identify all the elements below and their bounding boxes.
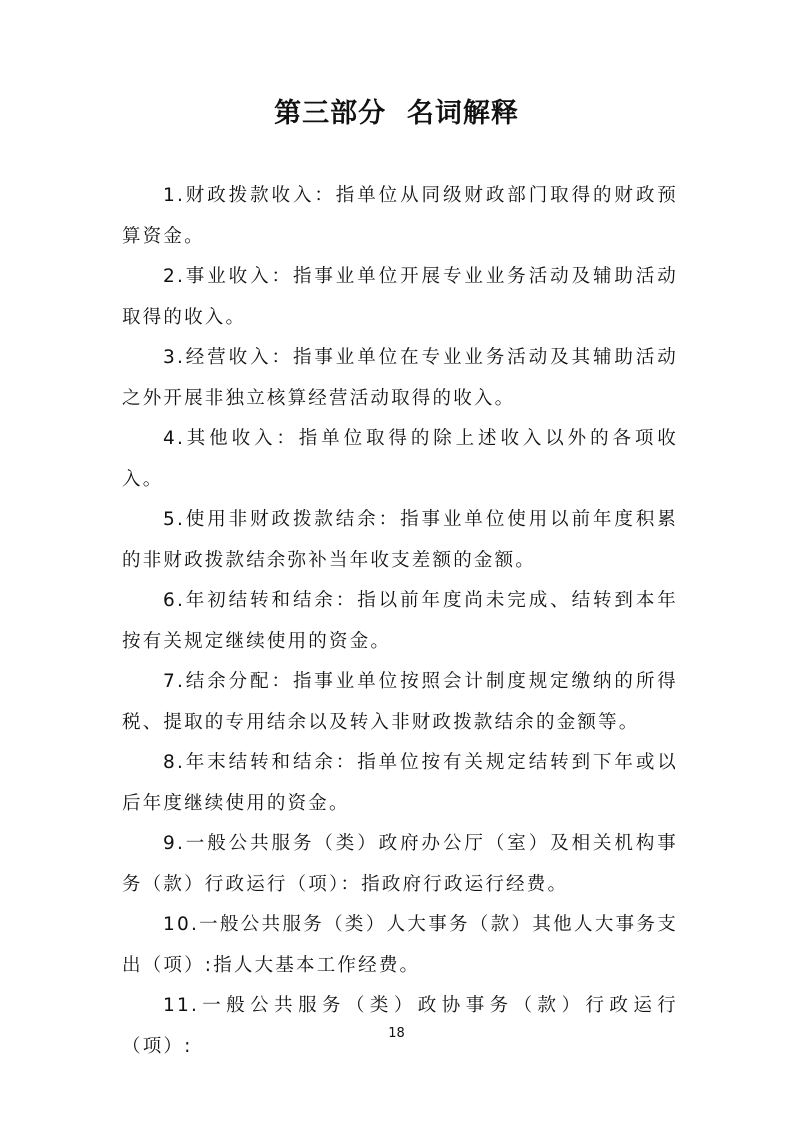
glossary-item: 8.年末结转和结余：指单位按有关规定结转到下年或以后年度继续使用的资金。 — [122, 752, 678, 814]
glossary-item: 2.事业收入：指事业单位开展专业业务活动及辅助活动取得的收入。 — [122, 266, 678, 328]
glossary-item: 10.一般公共服务（类）人大事务（款）其他人大事务支出（项）:指人大基本工作经费。 — [122, 914, 678, 976]
glossary-item: 3.经营收入：指事业单位在专业业务活动及其辅助活动之外开展非独立核算经营活动取得的收入。 — [122, 347, 678, 409]
glossary-item: 4.其他收入：指单位取得的除上述收入以外的各项收入。 — [122, 428, 678, 490]
glossary-item: 5.使用非财政拨款结余：指事业单位使用以前年度积累的非财政拨款结余弥补当年收支差额的金额。 — [122, 509, 678, 571]
glossary-item: 7.结余分配：指事业单位按照会计制度规定缴纳的所得税、提取的专用结余以及转入非财政拨款结余的金额等。 — [122, 671, 678, 733]
page-number: 18 — [388, 1026, 405, 1041]
glossary-item: 6.年初结转和结余：指以前年度尚未完成、结转到本年按有关规定继续使用的资金。 — [122, 590, 678, 652]
section-title: 第三部分 名词解释 — [274, 98, 519, 129]
glossary-item: 1.财政拨款收入：指单位从同级财政部门取得的财政预算资金。 — [122, 185, 678, 247]
glossary-item: 11.一般公共服务（类）政协事务（款）行政运行（项）: — [122, 995, 678, 1057]
glossary-item: 9.一般公共服务（类）政府办公厅（室）及相关机构事务（款）行政运行（项）：指政府行政运行经费。 — [122, 833, 678, 895]
glossary-body — [122, 176, 678, 1067]
